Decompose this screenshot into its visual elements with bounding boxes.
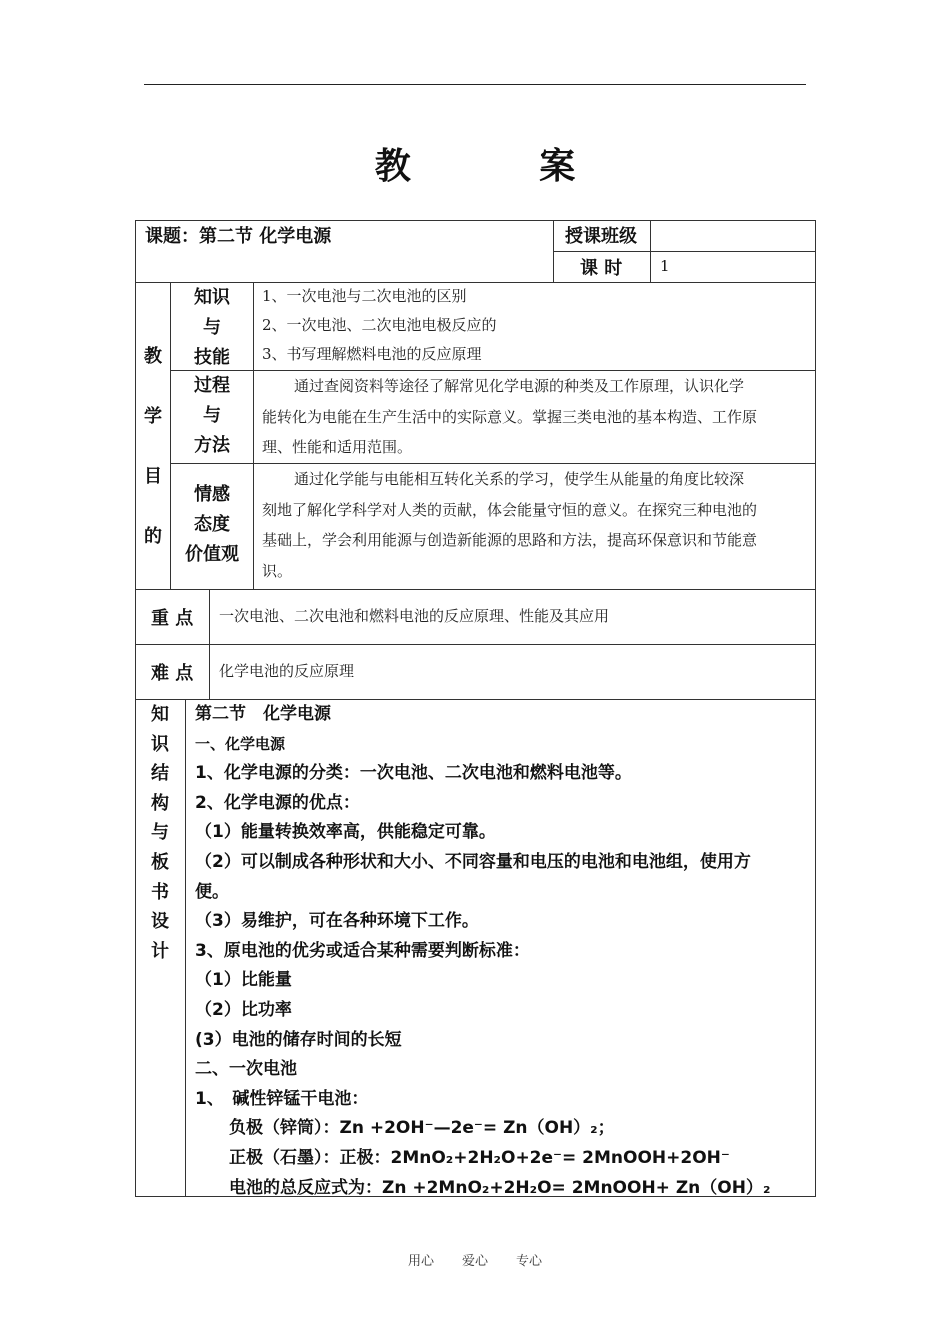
key-point-value: 一次电池、二次电池和燃料电池的反应原理、性能及其应用	[219, 607, 610, 625]
board-line: 正极（石墨）：正极：2MnO₂+2H₂O+2e⁻= 2MnOOH+2OH⁻	[195, 1147, 730, 1168]
board-line: 1、 碱性锌锰干电池：	[195, 1088, 369, 1109]
footer-word: 专心	[516, 1254, 543, 1269]
side-char: 设	[151, 911, 169, 933]
board-line: （1）能量转换效率高，供能稳定可靠。	[195, 822, 496, 843]
paragraph-line: 通过查阅资料等途径了解常见化学电源的种类及工作原理，认识化学	[294, 377, 745, 395]
label-line: 与	[203, 405, 221, 426]
side-char: 的	[144, 526, 162, 547]
side-char: 板	[151, 851, 169, 873]
side-char: 结	[151, 763, 169, 785]
hours-label: 课 时	[580, 258, 623, 279]
divider	[185, 699, 186, 1197]
label-line: 过程	[194, 375, 230, 396]
paragraph-line: 刻地了解化学科学对人类的贡献，体会能量守恒的意义。在探究三种电池的	[262, 500, 758, 519]
page-title: 教 案	[374, 146, 634, 187]
page-footer	[0, 1250, 950, 1269]
header-rule	[144, 84, 806, 85]
board-line: （3）易维护，可在各种环境下工作。	[195, 911, 479, 932]
label-line: 知识	[194, 287, 230, 308]
divider	[135, 644, 816, 645]
board-line: 3、原电池的优劣或适合某种需要判断标准：	[195, 940, 530, 961]
side-char: 知	[151, 704, 169, 725]
hours-value: 1	[660, 257, 670, 275]
difficulty-value: 化学电池的反应原理	[219, 662, 355, 680]
side-char: 目	[144, 466, 162, 487]
side-char: 计	[151, 940, 169, 962]
label-line: 技能	[194, 347, 230, 368]
divider	[253, 282, 254, 589]
label-line: 态度	[194, 514, 230, 535]
board-line: 负极（锌筒）：Zn +2OH⁻—2e⁻= Zn（OH）₂；	[195, 1118, 615, 1139]
side-char: 识	[151, 733, 169, 755]
divider	[135, 589, 816, 590]
label-line: 方法	[194, 435, 230, 456]
class-label: 授课班级	[565, 226, 637, 247]
knowledge-items	[262, 282, 497, 369]
knowledge-item: 2、一次电池、二次电池电极反应的	[262, 316, 497, 334]
board-line: (3）电池的储存时间的长短	[195, 1029, 402, 1050]
side-char: 与	[151, 822, 169, 844]
paragraph-line: 理、性能和适用范围。	[262, 438, 413, 456]
process-text	[262, 371, 757, 463]
objectives-side-label	[137, 327, 169, 567]
label-line: 情感	[194, 484, 230, 505]
board-line: （2）比功率	[195, 999, 292, 1020]
difficulty-label: 难 点	[151, 663, 194, 684]
divider	[553, 251, 816, 252]
divider	[170, 282, 171, 589]
board-line: 便。	[195, 881, 229, 902]
process-label	[172, 371, 252, 461]
side-char: 学	[144, 406, 162, 427]
emotion-label	[172, 480, 252, 570]
knowledge-label	[172, 283, 252, 373]
footer-word: 用心	[407, 1254, 434, 1269]
knowledge-item: 1、一次电池与二次电池的区别	[262, 287, 467, 305]
board-line: 电池的总反应式为：Zn +2MnO₂+2H₂O= 2MnOOH+ Zn（OH）₂	[195, 1177, 771, 1198]
paragraph-line: 能转化为电能在生产生活中的实际意义。掌握三类电池的基本构造、工作原	[262, 407, 758, 426]
board-line: 1、化学电源的分类：一次电池、二次电池和燃料电池等。	[195, 763, 632, 784]
label-line: 价值观	[185, 544, 239, 565]
board-content	[195, 700, 810, 1203]
knowledge-item: 3、书写理解燃料电池的反应原理	[262, 345, 482, 363]
paragraph-line: 通过化学能与电能相互转化关系的学习，使学生从能量的角度比较深	[294, 470, 745, 488]
footer-word: 爱心	[461, 1254, 488, 1269]
paragraph-line: 基础上，学会利用能源与创造新能源的思路和方法，提高环保意识和节能意	[262, 531, 758, 549]
board-line: 一、化学电源	[195, 734, 286, 753]
key-point-label: 重 点	[151, 608, 194, 629]
label-line: 与	[203, 317, 221, 338]
emotion-text	[262, 464, 757, 586]
side-char: 书	[151, 881, 169, 903]
board-line: （2）可以制成各种形状和大小、不同容量和电压的电池和电池组，使用方	[195, 851, 751, 872]
topic-label: 课题：第二节 化学电源	[145, 226, 332, 247]
side-char: 构	[151, 792, 169, 814]
paragraph-line: 识。	[262, 561, 293, 580]
board-side-label	[137, 700, 183, 966]
board-line: （1）比能量	[195, 970, 292, 991]
board-line: 2、化学电源的优点：	[195, 792, 360, 813]
board-heading: 第二节 化学电源	[195, 704, 331, 724]
board-line: 二、一次电池	[195, 1059, 297, 1080]
side-char: 教	[144, 346, 162, 367]
